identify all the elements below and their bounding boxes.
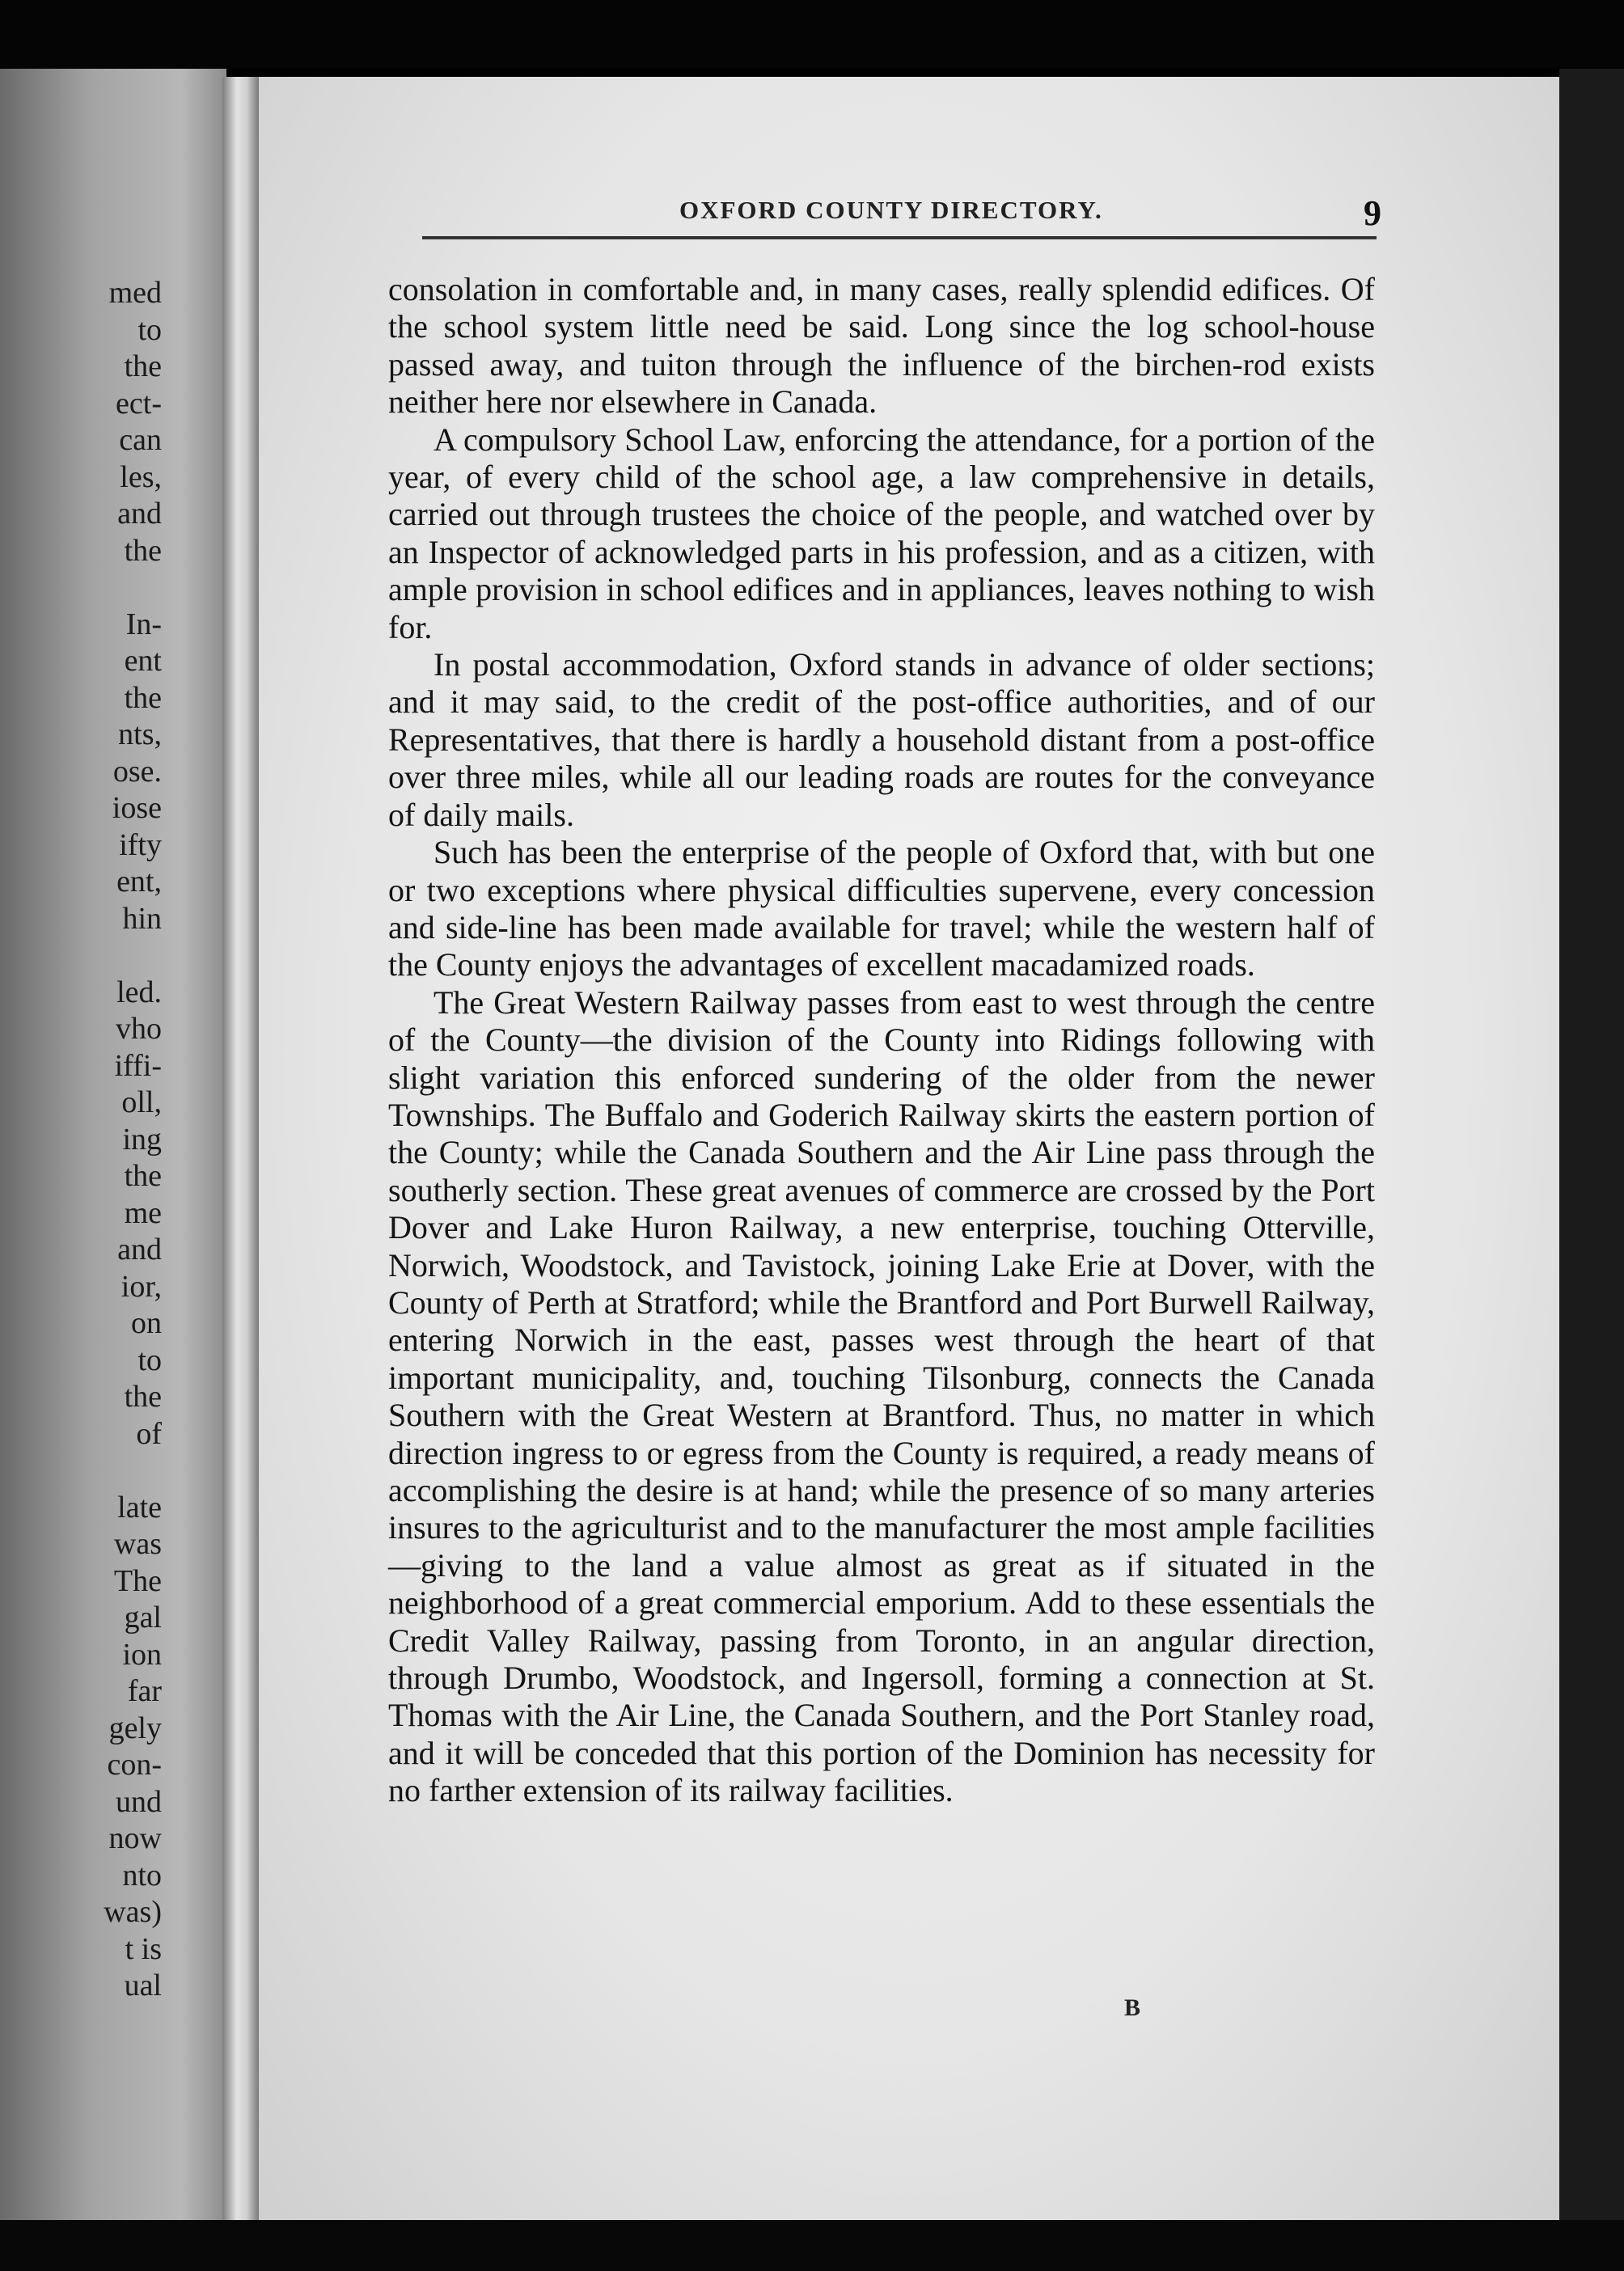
- header-rule: [422, 236, 1377, 239]
- facing-page-fragment: was: [113, 1527, 162, 1561]
- facing-page-fragment: med: [108, 276, 162, 310]
- facing-page-fragment: now: [108, 1821, 162, 1855]
- facing-page-fragment: oll,: [121, 1085, 162, 1119]
- page-body: [388, 271, 1375, 1810]
- facing-page-fragment: to: [137, 1343, 162, 1377]
- facing-page-fragment: The: [113, 1563, 162, 1598]
- facing-page-fragment: nts,: [118, 717, 162, 751]
- facing-page-fragment: the: [124, 680, 162, 715]
- page-number: 9: [1364, 193, 1381, 233]
- scan-border-right: [1559, 69, 1624, 2252]
- paragraph: The Great Western Railway passes from east to west through the centre of the County—the division of the County into Ridings following with slight variation this enforced sundering of the older from the newer Townships. The Buffalo and Goderich Railway skirts the eastern portion of the County; while the Canada Southern and the Air Line pass through the southerly section. These great avenues of commerce are crossed by the Port Dover and Lake Huron Railway, a new enterprise, touching Otterville, Norwich, Woodstock, and Tavistock, joining Lake Erie at Dover, with the County of Perth at Stratford; while the Brantford and Port Burwell Railway, entering Norwich in the east, passes west through the heart of that important municipality, and, touching Tilsonburg, connects the Canada Southern with the Great Western at Brantford. Thus, no matter in which direction ingress to or egress from the County is required, a ready means of accomplishing the desire is at hand; while the presence of so many arteries insures to the agriculturist and to the manufacturer the most ample facilities—giving to the land a value almost as great as if situated in the neighborhood of a great commercial emporium. Add to these essentials the Credit Valley Railway, passing from Toronto, in an angular direction, through Drumbo, Woodstock, and Ingersoll, forming a connection at St. Thomas with the Air Line, the Canada Southern, and the Port Stanley road, and it will be conceded that this portion of the Dominion has necessity for no farther extension of its railway facilities.: [388, 983, 1375, 1809]
- facing-page-fragment: ifty: [119, 827, 162, 862]
- paragraph: Such has been the enterprise of the people of Oxford that, with but one or two exceptions where physical difficulties supervene, every concession and side-line has been made available for travel; while the western half of the County enjoys the advantages of excellent macadamized roads.: [388, 834, 1375, 983]
- signature-mark: B: [1124, 1994, 1141, 2021]
- facing-page-edge: [0, 69, 226, 2220]
- scan-border-top: [0, 0, 1624, 69]
- facing-page-fragment: of: [136, 1416, 162, 1451]
- facing-page-fragment: far: [127, 1674, 162, 1708]
- running-title: OXFORD COUNTY DIRECTORY.: [679, 196, 1103, 224]
- facing-page-fragment: was): [104, 1895, 162, 1929]
- facing-page-fragment: [0, 1453, 162, 1490]
- facing-page-fragment: ion: [122, 1637, 162, 1672]
- facing-page-fragment: led.: [116, 975, 162, 1009]
- facing-page-fragment: In-: [125, 607, 162, 641]
- facing-page-fragment: ose.: [112, 754, 162, 789]
- paragraph: In postal accommodation, Oxford stands in advance of older sections; and it may said, to the credit of the post-office authorities, and of our Representatives, that there is hardly a household distant from a post-office over three miles, while all our leading roads are routes for the conveyance of daily mails.: [388, 646, 1375, 833]
- facing-page-fragment: the: [124, 533, 162, 568]
- facing-page-fragment: ual: [124, 1969, 162, 2002]
- facing-page-text-fragments: [0, 275, 162, 2005]
- facing-page-fragment: on: [131, 1306, 162, 1340]
- facing-page-fragment: gal: [124, 1601, 162, 1635]
- facing-page-fragment: ior,: [121, 1269, 162, 1304]
- facing-page-fragment: can: [119, 423, 162, 457]
- facing-page-fragment: iffi-: [114, 1048, 162, 1083]
- scan-border-bottom: [0, 2220, 1624, 2271]
- facing-page-fragment: iose: [112, 791, 162, 825]
- facing-page-fragment: to: [137, 312, 162, 347]
- facing-page-fragment: late: [117, 1490, 162, 1525]
- book-gutter: [222, 77, 263, 2220]
- facing-page-fragment: nto: [122, 1858, 162, 1892]
- facing-page-fragment: ent,: [116, 865, 162, 899]
- facing-page-fragment: the: [124, 1159, 162, 1193]
- facing-page-fragment: t is: [125, 1931, 162, 1966]
- paragraph: A compulsory School Law, enforcing the attendance, for a portion of the year, of every child of the school age, a law comprehensive in details, carried out through trustees the choice of the people, and watched over by an Inspector of acknowledged parts in his profession, and as a citizen, with ample provision in school edifices and in appliances, leaves nothing to wish for.: [388, 421, 1375, 645]
- facing-page-fragment: the: [124, 1380, 162, 1414]
- facing-page-fragment: [0, 569, 162, 607]
- facing-page-fragment: ing: [122, 1122, 162, 1157]
- facing-page-fragment: vho: [116, 1012, 162, 1046]
- facing-page-fragment: and: [117, 497, 162, 531]
- facing-page-fragment: con-: [107, 1748, 162, 1782]
- facing-page-fragment: ect-: [116, 386, 162, 421]
- facing-page-fragment: gely: [108, 1711, 162, 1745]
- facing-page-fragment: [0, 937, 162, 975]
- facing-page-fragment: me: [124, 1195, 162, 1230]
- paragraph: consolation in comfortable and, in many cases, really splendid edifices. Of the school system little need be said. Long since the log school-house passed away, and tuiton through the influence of the birchen-rod exists neither here nor elsewhere in Canada.: [388, 271, 1375, 421]
- facing-page-fragment: ent: [124, 644, 162, 678]
- facing-page-fragment: les,: [120, 459, 162, 494]
- facing-page-fragment: and: [117, 1233, 162, 1267]
- facing-page-fragment: und: [116, 1784, 162, 1819]
- facing-page-fragment: hin: [122, 901, 162, 936]
- facing-page-fragment: the: [124, 349, 162, 383]
